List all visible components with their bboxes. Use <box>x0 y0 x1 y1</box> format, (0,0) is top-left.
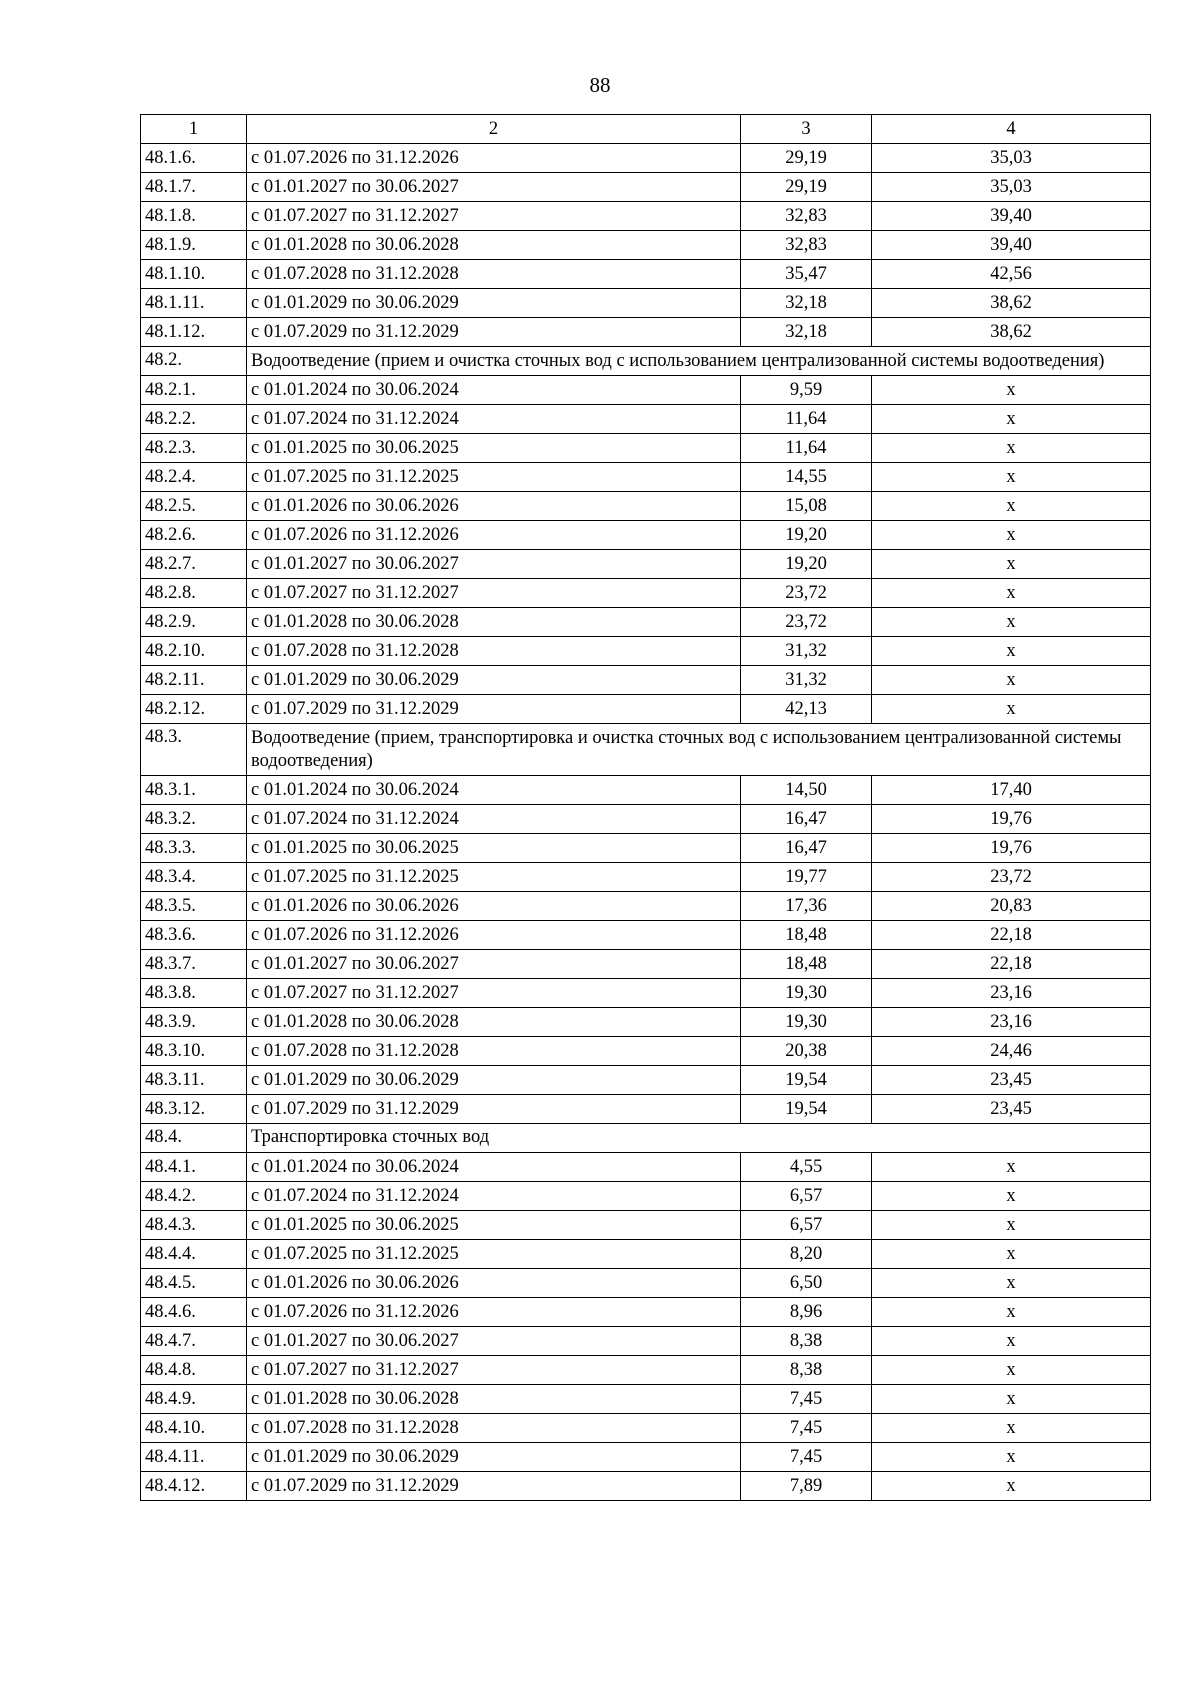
table-row <box>141 521 1151 550</box>
row-period: с 01.07.2024 по 31.12.2024 <box>247 405 741 434</box>
row-period: с 01.01.2028 по 30.06.2028 <box>247 1008 741 1037</box>
row-period: с 01.01.2024 по 30.06.2024 <box>247 1153 741 1182</box>
table-row <box>141 805 1151 834</box>
row-value-col3: 17,36 <box>741 892 872 921</box>
row-value-col3: 19,54 <box>741 1066 872 1095</box>
row-period: с 01.07.2029 по 31.12.2029 <box>247 318 741 347</box>
table-row <box>141 1240 1151 1269</box>
table-row <box>141 1443 1151 1472</box>
row-value-col4: 42,56 <box>872 260 1151 289</box>
section-number: 48.4. <box>141 1124 247 1153</box>
row-value-col4: 23,72 <box>872 863 1151 892</box>
table-row <box>141 608 1151 637</box>
table-row <box>141 492 1151 521</box>
row-value-col3: 18,48 <box>741 921 872 950</box>
table-row <box>141 834 1151 863</box>
row-number: 48.2.1. <box>141 376 247 405</box>
row-value-col4: х <box>872 1472 1151 1501</box>
row-value-col3: 7,45 <box>741 1443 872 1472</box>
row-number: 48.1.7. <box>141 173 247 202</box>
row-value-col4: х <box>872 1182 1151 1211</box>
row-value-col4: х <box>872 1298 1151 1327</box>
row-number: 48.3.10. <box>141 1037 247 1066</box>
row-value-col3: 7,89 <box>741 1472 872 1501</box>
row-value-col4: х <box>872 1356 1151 1385</box>
row-number: 48.2.4. <box>141 463 247 492</box>
table-row <box>141 202 1151 231</box>
row-value-col3: 16,47 <box>741 805 872 834</box>
row-number: 48.1.11. <box>141 289 247 318</box>
row-period: с 01.07.2025 по 31.12.2025 <box>247 463 741 492</box>
table-row <box>141 550 1151 579</box>
row-value-col4: х <box>872 521 1151 550</box>
row-number: 48.3.1. <box>141 776 247 805</box>
row-value-col3: 32,18 <box>741 318 872 347</box>
row-number: 48.3.12. <box>141 1095 247 1124</box>
row-period: с 01.07.2025 по 31.12.2025 <box>247 863 741 892</box>
row-value-col3: 19,30 <box>741 1008 872 1037</box>
column-number-2: 2 <box>247 115 741 144</box>
section-number: 48.2. <box>141 347 247 376</box>
row-value-col3: 6,57 <box>741 1211 872 1240</box>
row-number: 48.4.12. <box>141 1472 247 1501</box>
row-value-col4: х <box>872 1414 1151 1443</box>
row-number: 48.2.7. <box>141 550 247 579</box>
row-period: с 01.07.2024 по 31.12.2024 <box>247 805 741 834</box>
table-row <box>141 1095 1151 1124</box>
row-number: 48.3.5. <box>141 892 247 921</box>
row-number: 48.3.2. <box>141 805 247 834</box>
table-row <box>141 376 1151 405</box>
table-row <box>141 1037 1151 1066</box>
table-row <box>141 1182 1151 1211</box>
row-period: с 01.07.2027 по 31.12.2027 <box>247 202 741 231</box>
row-period: с 01.07.2029 по 31.12.2029 <box>247 1095 741 1124</box>
table-row <box>141 1327 1151 1356</box>
row-period: с 01.01.2028 по 30.06.2028 <box>247 608 741 637</box>
column-number-row <box>141 115 1151 144</box>
tariff-table <box>140 114 1151 1501</box>
row-value-col4: 24,46 <box>872 1037 1151 1066</box>
row-number: 48.2.8. <box>141 579 247 608</box>
row-value-col4: 39,40 <box>872 231 1151 260</box>
section-title: Водоотведение (прием, транспортировка и очистка сточных вод с использованием централизованной системы водоотведения) <box>247 724 1151 776</box>
table-row <box>141 979 1151 1008</box>
row-number: 48.4.6. <box>141 1298 247 1327</box>
row-number: 48.1.9. <box>141 231 247 260</box>
table-row <box>141 289 1151 318</box>
section-row <box>141 347 1151 376</box>
row-number: 48.1.12. <box>141 318 247 347</box>
row-period: с 01.01.2025 по 30.06.2025 <box>247 1211 741 1240</box>
row-number: 48.4.9. <box>141 1385 247 1414</box>
row-value-col4: 22,18 <box>872 921 1151 950</box>
row-value-col3: 8,96 <box>741 1298 872 1327</box>
row-number: 48.4.3. <box>141 1211 247 1240</box>
row-value-col4: 17,40 <box>872 776 1151 805</box>
row-number: 48.3.9. <box>141 1008 247 1037</box>
row-value-col3: 35,47 <box>741 260 872 289</box>
row-period: с 01.01.2029 по 30.06.2029 <box>247 1066 741 1095</box>
row-period: с 01.01.2027 по 30.06.2027 <box>247 173 741 202</box>
row-value-col3: 6,50 <box>741 1269 872 1298</box>
row-value-col3: 7,45 <box>741 1414 872 1443</box>
row-number: 48.2.6. <box>141 521 247 550</box>
row-period: с 01.01.2024 по 30.06.2024 <box>247 376 741 405</box>
table-row <box>141 260 1151 289</box>
section-title: Транспортировка сточных вод <box>247 1124 1151 1153</box>
row-number: 48.2.2. <box>141 405 247 434</box>
row-period: с 01.01.2024 по 30.06.2024 <box>247 776 741 805</box>
row-value-col3: 8,38 <box>741 1356 872 1385</box>
row-period: с 01.01.2027 по 30.06.2027 <box>247 550 741 579</box>
row-value-col3: 6,57 <box>741 1182 872 1211</box>
row-period: с 01.07.2025 по 31.12.2025 <box>247 1240 741 1269</box>
row-period: с 01.07.2026 по 31.12.2026 <box>247 921 741 950</box>
table-row <box>141 1211 1151 1240</box>
row-value-col3: 31,32 <box>741 637 872 666</box>
row-number: 48.3.8. <box>141 979 247 1008</box>
row-value-col4: х <box>872 695 1151 724</box>
row-number: 48.3.6. <box>141 921 247 950</box>
row-value-col4: х <box>872 492 1151 521</box>
table-row <box>141 579 1151 608</box>
table-row <box>141 1414 1151 1443</box>
row-number: 48.2.3. <box>141 434 247 463</box>
row-number: 48.4.4. <box>141 1240 247 1269</box>
row-number: 48.1.6. <box>141 144 247 173</box>
row-value-col4: 20,83 <box>872 892 1151 921</box>
row-value-col3: 14,55 <box>741 463 872 492</box>
row-value-col3: 23,72 <box>741 579 872 608</box>
row-period: с 01.07.2028 по 31.12.2028 <box>247 1037 741 1066</box>
table-row <box>141 666 1151 695</box>
row-number: 48.2.5. <box>141 492 247 521</box>
section-row <box>141 724 1151 776</box>
row-number: 48.4.11. <box>141 1443 247 1472</box>
row-number: 48.3.11. <box>141 1066 247 1095</box>
table-row <box>141 921 1151 950</box>
row-period: с 01.07.2024 по 31.12.2024 <box>247 1182 741 1211</box>
row-period: с 01.01.2027 по 30.06.2027 <box>247 1327 741 1356</box>
row-value-col3: 31,32 <box>741 666 872 695</box>
row-period: с 01.07.2027 по 31.12.2027 <box>247 979 741 1008</box>
row-value-col3: 42,13 <box>741 695 872 724</box>
table-row <box>141 173 1151 202</box>
row-value-col3: 32,18 <box>741 289 872 318</box>
column-number-1: 1 <box>141 115 247 144</box>
row-value-col3: 32,83 <box>741 231 872 260</box>
table-row <box>141 1298 1151 1327</box>
row-number: 48.4.10. <box>141 1414 247 1443</box>
row-period: с 01.01.2025 по 30.06.2025 <box>247 434 741 463</box>
row-period: с 01.07.2026 по 31.12.2026 <box>247 144 741 173</box>
row-value-col3: 18,48 <box>741 950 872 979</box>
section-row <box>141 1124 1151 1153</box>
row-value-col3: 16,47 <box>741 834 872 863</box>
row-period: с 01.01.2028 по 30.06.2028 <box>247 1385 741 1414</box>
row-number: 48.3.4. <box>141 863 247 892</box>
row-number: 48.2.10. <box>141 637 247 666</box>
row-value-col3: 8,20 <box>741 1240 872 1269</box>
row-period: с 01.01.2028 по 30.06.2028 <box>247 231 741 260</box>
row-period: с 01.07.2028 по 31.12.2028 <box>247 1414 741 1443</box>
table-row <box>141 863 1151 892</box>
table-row <box>141 950 1151 979</box>
table-row <box>141 144 1151 173</box>
row-period: с 01.01.2029 по 30.06.2029 <box>247 289 741 318</box>
row-value-col3: 19,20 <box>741 521 872 550</box>
row-value-col4: х <box>872 1327 1151 1356</box>
section-title: Водоотведение (прием и очистка сточных вод с использованием централизованной системы водоотведения) <box>247 347 1151 376</box>
table-row <box>141 892 1151 921</box>
row-number: 48.4.7. <box>141 1327 247 1356</box>
row-value-col3: 19,54 <box>741 1095 872 1124</box>
table-row <box>141 463 1151 492</box>
row-value-col4: 38,62 <box>872 318 1151 347</box>
row-value-col3: 15,08 <box>741 492 872 521</box>
table-row <box>141 405 1151 434</box>
table-row <box>141 1153 1151 1182</box>
table-row <box>141 434 1151 463</box>
row-number: 48.1.10. <box>141 260 247 289</box>
row-value-col4: 23,16 <box>872 979 1151 1008</box>
section-number: 48.3. <box>141 724 247 776</box>
row-value-col3: 7,45 <box>741 1385 872 1414</box>
row-value-col4: х <box>872 1443 1151 1472</box>
row-number: 48.4.8. <box>141 1356 247 1385</box>
row-value-col4: х <box>872 1240 1151 1269</box>
row-value-col3: 14,50 <box>741 776 872 805</box>
table-row <box>141 1008 1151 1037</box>
row-value-col4: х <box>872 579 1151 608</box>
row-number: 48.2.11. <box>141 666 247 695</box>
table-row <box>141 231 1151 260</box>
row-value-col4: х <box>872 1385 1151 1414</box>
table-row <box>141 1269 1151 1298</box>
row-value-col4: х <box>872 463 1151 492</box>
row-value-col3: 11,64 <box>741 405 872 434</box>
row-period: с 01.01.2026 по 30.06.2026 <box>247 892 741 921</box>
row-value-col3: 29,19 <box>741 173 872 202</box>
row-value-col3: 9,59 <box>741 376 872 405</box>
row-value-col3: 23,72 <box>741 608 872 637</box>
row-value-col4: х <box>872 376 1151 405</box>
row-period: с 01.07.2029 по 31.12.2029 <box>247 695 741 724</box>
row-period: с 01.07.2026 по 31.12.2026 <box>247 521 741 550</box>
row-value-col3: 19,20 <box>741 550 872 579</box>
row-value-col3: 8,38 <box>741 1327 872 1356</box>
row-number: 48.4.1. <box>141 1153 247 1182</box>
table-row <box>141 637 1151 666</box>
row-value-col4: 35,03 <box>872 173 1151 202</box>
row-value-col3: 4,55 <box>741 1153 872 1182</box>
row-value-col3: 20,38 <box>741 1037 872 1066</box>
row-period: с 01.01.2029 по 30.06.2029 <box>247 1443 741 1472</box>
table-row <box>141 695 1151 724</box>
tariff-table-body <box>141 115 1151 1501</box>
row-number: 48.4.2. <box>141 1182 247 1211</box>
row-period: с 01.07.2028 по 31.12.2028 <box>247 637 741 666</box>
row-value-col3: 29,19 <box>741 144 872 173</box>
row-value-col4: 23,45 <box>872 1066 1151 1095</box>
row-value-col4: 38,62 <box>872 289 1151 318</box>
row-value-col4: х <box>872 608 1151 637</box>
row-value-col4: х <box>872 550 1151 579</box>
row-value-col4: 19,76 <box>872 834 1151 863</box>
row-value-col3: 19,30 <box>741 979 872 1008</box>
row-value-col3: 32,83 <box>741 202 872 231</box>
table-row <box>141 318 1151 347</box>
row-period: с 01.01.2026 по 30.06.2026 <box>247 1269 741 1298</box>
row-value-col4: х <box>872 405 1151 434</box>
row-value-col4: х <box>872 666 1151 695</box>
row-period: с 01.01.2025 по 30.06.2025 <box>247 834 741 863</box>
row-number: 48.1.8. <box>141 202 247 231</box>
table-row <box>141 1472 1151 1501</box>
row-period: с 01.07.2027 по 31.12.2027 <box>247 579 741 608</box>
table-row <box>141 776 1151 805</box>
row-period: с 01.07.2027 по 31.12.2027 <box>247 1356 741 1385</box>
row-value-col4: х <box>872 637 1151 666</box>
row-period: с 01.07.2026 по 31.12.2026 <box>247 1298 741 1327</box>
row-value-col4: 39,40 <box>872 202 1151 231</box>
row-value-col4: 35,03 <box>872 144 1151 173</box>
row-period: с 01.07.2029 по 31.12.2029 <box>247 1472 741 1501</box>
row-number: 48.2.12. <box>141 695 247 724</box>
row-value-col3: 19,77 <box>741 863 872 892</box>
page-number: 88 <box>589 73 611 97</box>
row-value-col4: х <box>872 1211 1151 1240</box>
row-number: 48.4.5. <box>141 1269 247 1298</box>
row-value-col4: х <box>872 1269 1151 1298</box>
row-value-col4: х <box>872 434 1151 463</box>
row-period: с 01.01.2027 по 30.06.2027 <box>247 950 741 979</box>
row-period: с 01.01.2029 по 30.06.2029 <box>247 666 741 695</box>
row-value-col4: 19,76 <box>872 805 1151 834</box>
table-row <box>141 1385 1151 1414</box>
row-value-col4: 22,18 <box>872 950 1151 979</box>
column-number-3: 3 <box>741 115 872 144</box>
table-row <box>141 1066 1151 1095</box>
row-number: 48.2.9. <box>141 608 247 637</box>
table-row <box>141 1356 1151 1385</box>
row-number: 48.3.7. <box>141 950 247 979</box>
column-number-4: 4 <box>872 115 1151 144</box>
row-period: с 01.07.2028 по 31.12.2028 <box>247 260 741 289</box>
row-value-col4: 23,16 <box>872 1008 1151 1037</box>
row-value-col3: 11,64 <box>741 434 872 463</box>
row-value-col4: 23,45 <box>872 1095 1151 1124</box>
row-number: 48.3.3. <box>141 834 247 863</box>
row-period: с 01.01.2026 по 30.06.2026 <box>247 492 741 521</box>
row-value-col4: х <box>872 1153 1151 1182</box>
